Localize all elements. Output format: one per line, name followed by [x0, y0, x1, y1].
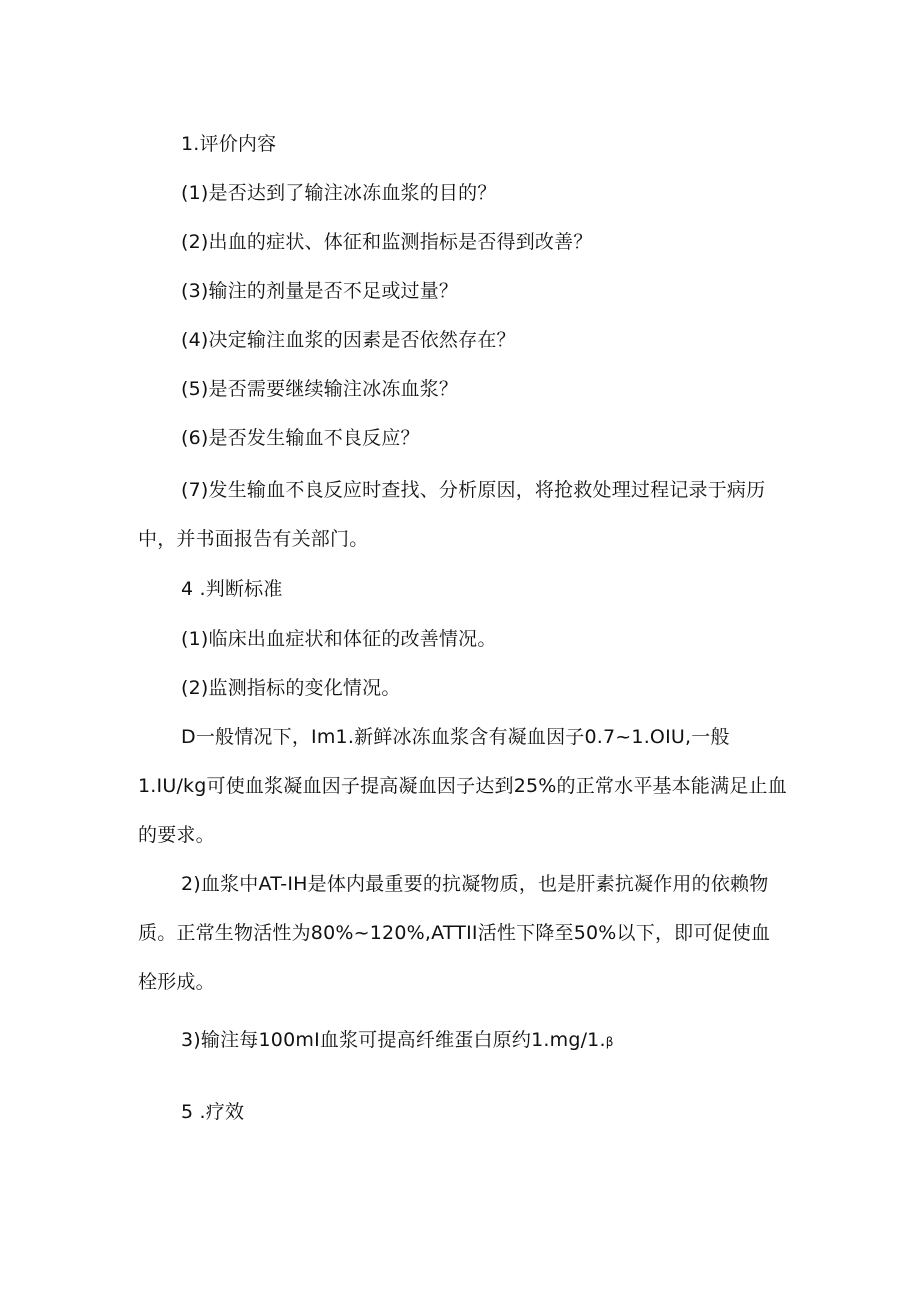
list-item: (6)是否发生输血不良反应？: [181, 427, 420, 449]
note-paragraph: [181, 1016, 831, 1067]
list-item: (4)决定输注血浆的因素是否依然存在？: [181, 329, 516, 351]
note-suffix: β: [605, 1035, 614, 1049]
section-heading-efficacy: 5 .疗效: [181, 1101, 245, 1123]
list-item: (3)输注的剂量是否不足或过量？: [181, 280, 459, 302]
note-text: 3)输注每100mI血浆可提高纤维蛋白原约1.mg/1.: [181, 1029, 606, 1051]
note-paragraph: 2)血浆中AT-IH是体内最重要的抗凝物质，也是肝素抗凝作用的依赖物质。正常生物活性为80%~120%,ATTII活性下降至50%以下，即可促使血栓形成。: [138, 873, 771, 993]
section-heading-evaluation: 1.评价内容: [181, 133, 277, 155]
note-paragraph: D一般情况下，Im1.新鲜冰冻血浆含有凝血因子0.7~1.OIU,一般1.IU/kg可使血浆凝血因子提高凝血因子达到25%的正常水平基本能满足止血的要求。: [138, 726, 787, 846]
list-item: (1)临床出血症状和体征的改善情况。: [181, 628, 497, 650]
list-item: (5)是否需要继续输注冰冻血浆？: [181, 378, 459, 400]
list-item: (2)出血的症状、体征和监测指标是否得到改善？: [181, 231, 593, 253]
list-item: (1)是否达到了输注冰冻血浆的目的？: [181, 182, 497, 204]
list-item: (2)监测指标的变化情况。: [181, 677, 401, 699]
section-heading-criteria: 4 .判断标准: [181, 578, 283, 600]
list-item: (7)发生输血不良反应时查找、分析原因，将抢救处理过程记录于病历中，并书面报告有关部门。: [138, 479, 766, 550]
